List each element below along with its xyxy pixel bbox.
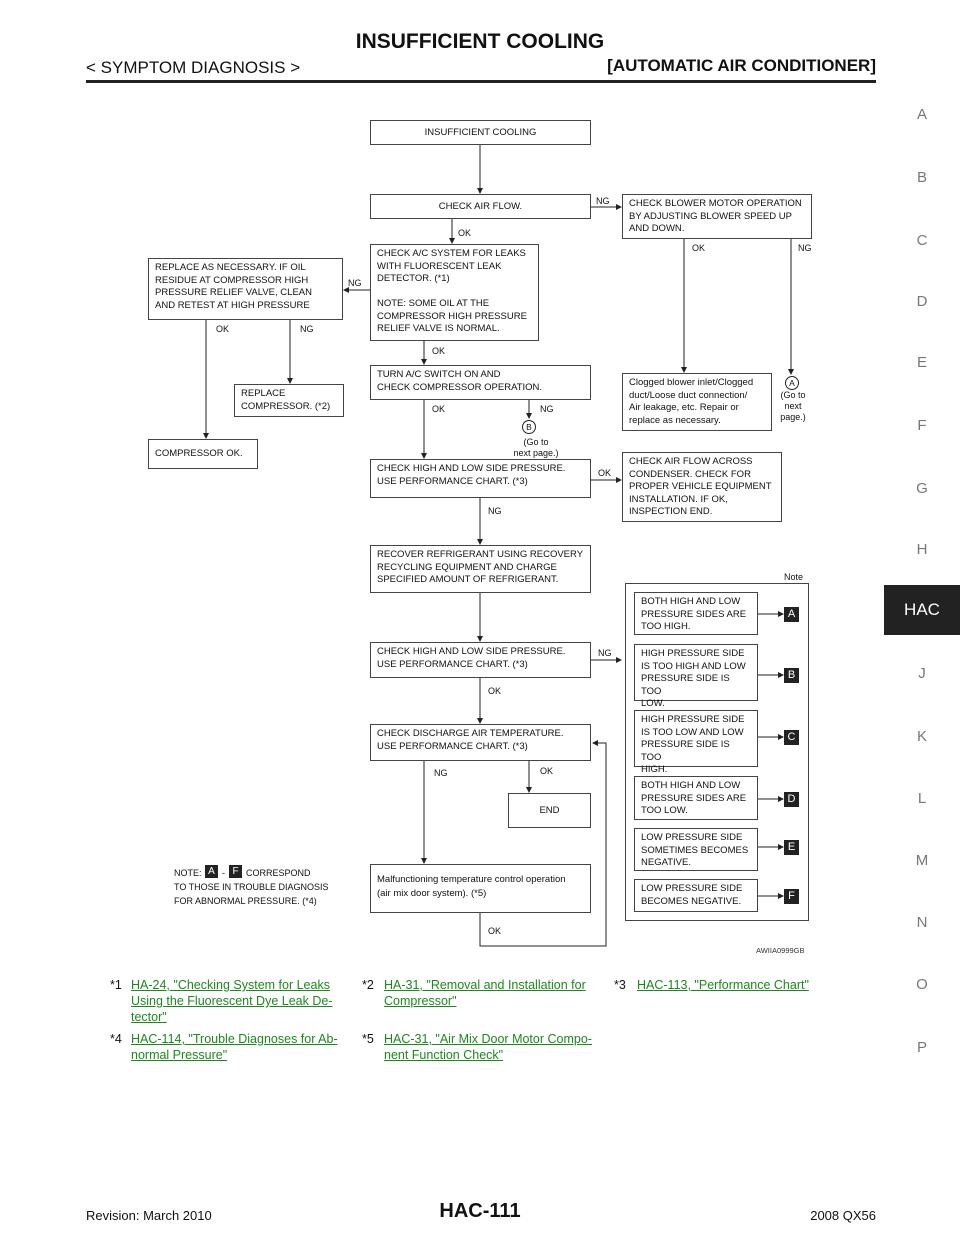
flow-ac-switch: TURN A/C SWITCH ON AND CHECK COMPRESSOR OPERATION.: [370, 365, 591, 400]
ref-num-1: *1: [110, 978, 122, 992]
section-label: < SYMPTOM DIAGNOSIS >: [86, 58, 301, 77]
note-item-c: HIGH PRESSURE SIDE IS TOO LOW AND LOW PRESSURE SIDE IS TOO HIGH.: [634, 710, 758, 767]
label-ok-air-flow: OK: [458, 228, 472, 238]
ref-link-5[interactable]: HAC-31, "Air Mix Door Motor Compo- nent Function Check": [384, 1032, 592, 1062]
ref-num-5: *5: [362, 1032, 374, 1046]
note-item-e: LOW PRESSURE SIDE SOMETIMES BECOMES NEGATIVE.: [634, 828, 758, 871]
footer-page-number: HAC-111: [439, 1200, 521, 1222]
side-index-g[interactable]: G: [916, 480, 928, 497]
note-prefix: NOTE:: [174, 868, 202, 878]
page-title: INSUFFICIENT COOLING: [355, 30, 605, 53]
flow-hl-pressure-2: CHECK HIGH AND LOW SIDE PRESSURE. USE PERFORMANCE CHART. (*3): [370, 642, 591, 678]
marker-a: A: [785, 376, 799, 390]
label-ng-hl-2: NG: [598, 648, 612, 658]
note-tag-c: C: [784, 730, 799, 745]
ref-link-3[interactable]: HAC-113, "Performance Chart": [637, 978, 809, 992]
note-item-d: BOTH HIGH AND LOW PRESSURE SIDES ARE TOO LOW.: [634, 776, 758, 820]
side-index-f[interactable]: F: [917, 417, 927, 434]
label-ng-discharge: NG: [434, 768, 448, 778]
note-item-f: LOW PRESSURE SIDE BECOMES NEGATIVE.: [634, 879, 758, 912]
label-ng-replace: NG: [300, 324, 314, 334]
side-index-e[interactable]: E: [916, 354, 927, 371]
label-ok-discharge: OK: [540, 766, 554, 776]
note-tag-end: F: [229, 865, 242, 878]
note-panel-title: Note: [784, 572, 804, 582]
ref-link-4[interactable]: HAC-114, "Trouble Diagnoses for Ab- normal Pressure": [131, 1032, 338, 1062]
label-ng-air-flow: NG: [596, 196, 610, 206]
note-line-1: CORRESPOND: [246, 868, 311, 878]
note-tag-e: E: [784, 840, 799, 855]
side-index-j[interactable]: J: [918, 665, 926, 682]
label-ng-hl-1: NG: [488, 506, 502, 516]
side-index-a[interactable]: A: [916, 106, 927, 123]
flow-hl-pressure-1: CHECK HIGH AND LOW SIDE PRESSURE. USE PERFORMANCE CHART. (*3): [370, 459, 591, 498]
side-index-b[interactable]: B: [916, 169, 927, 186]
label-ng-leaks: NG: [348, 278, 362, 288]
note-tag-b: B: [784, 668, 799, 683]
flow-replace-compressor: REPLACE COMPRESSOR. (*2): [234, 384, 344, 417]
label-ok-hl-2: OK: [488, 686, 502, 696]
label-ng-blower: NG: [798, 243, 812, 253]
side-index-p[interactable]: P: [916, 1039, 927, 1056]
note-dash: -: [222, 868, 225, 878]
flow-condenser: CHECK AIR FLOW ACROSS CONDENSER. CHECK FOR PROPER VEHICLE EQUIPMENT INSTALLATION. IF OK, INSPECTION END.: [622, 452, 782, 522]
note-tag-f: F: [784, 889, 799, 904]
note-item-a: BOTH HIGH AND LOW PRESSURE SIDES ARE TOO HIGH.: [634, 592, 758, 635]
ref-num-2: *2: [362, 978, 374, 992]
note-line-3: FOR ABNORMAL PRESSURE. (*4): [174, 896, 317, 906]
flow-replace-as-necessary: REPLACE AS NECESSARY. IF OIL RESIDUE AT COMPRESSOR HIGH PRESSURE RELIEF VALVE, CLEAN AND RETEST AT HIGH PRESSURE: [148, 258, 343, 320]
side-index-c[interactable]: C: [916, 232, 928, 249]
label-goto-b: (Go to next page.): [513, 437, 559, 458]
label-ok-leaks: OK: [432, 346, 446, 356]
label-goto-a: (Go to next page.): [780, 390, 806, 422]
side-index-o[interactable]: O: [916, 976, 928, 993]
footer-model: 2008 QX56: [810, 1208, 876, 1223]
side-index-l[interactable]: L: [917, 790, 927, 807]
flow-blower-check: CHECK BLOWER MOTOR OPERATION BY ADJUSTING BLOWER SPEED UP AND DOWN.: [622, 194, 812, 239]
side-index-n[interactable]: N: [916, 914, 928, 931]
label-ok-blower: OK: [692, 243, 706, 253]
note-tag-start: A: [205, 865, 218, 878]
flow-start-box: INSUFFICIENT COOLING: [370, 120, 591, 145]
marker-b: B: [522, 420, 536, 434]
system-label: [AUTOMATIC AIR CONDITIONER]: [607, 56, 876, 75]
ref-link-1[interactable]: HA-24, "Checking System for Leaks Using the Fluorescent Dye Leak De- tector": [131, 978, 333, 1024]
flow-clogged: Clogged blower inlet/Clogged duct/Loose duct connection/ Air leakage, etc. Repair or replace as necessary.: [622, 373, 772, 431]
side-index-k[interactable]: K: [916, 728, 927, 745]
note-item-b: HIGH PRESSURE SIDE IS TOO HIGH AND LOW PRESSURE SIDE IS TOO LOW.: [634, 644, 758, 701]
footer-revision: Revision: March 2010: [86, 1208, 212, 1223]
flow-leak-check: CHECK A/C SYSTEM FOR LEAKS WITH FLUORESCENT LEAK DETECTOR. (*1) NOTE: SOME OIL AT THE COMPRESSOR HIGH PRESSURE RELIEF VALVE IS NORMAL.: [370, 244, 539, 341]
note-tag-a: A: [784, 607, 799, 622]
flow-discharge-temp: CHECK DISCHARGE AIR TEMPERATURE. USE PERFORMANCE CHART. (*3): [370, 724, 591, 761]
flow-compressor-ok: COMPRESSOR OK.: [148, 439, 258, 469]
figure-id: AWIIA0999GB: [756, 946, 805, 955]
flow-check-air-flow: CHECK AIR FLOW.: [370, 194, 591, 219]
label-ok-switch: OK: [432, 404, 446, 414]
note-line-2: TO THOSE IN TROUBLE DIAGNOSIS: [174, 882, 329, 892]
note-tag-d: D: [784, 792, 799, 807]
ref-num-3: *3: [614, 978, 626, 992]
label-ok-malfunction: OK: [488, 926, 502, 936]
label-ok-replace: OK: [216, 324, 230, 334]
flow-end: END: [508, 793, 591, 828]
flow-malfunction: Malfunctioning temperature control operation (air mix door system). (*5): [370, 864, 591, 913]
ref-num-4: *4: [110, 1032, 122, 1046]
side-index-m[interactable]: M: [915, 852, 929, 869]
side-index-hac[interactable]: HAC: [884, 585, 960, 635]
side-index-d[interactable]: D: [916, 293, 928, 310]
ref-link-2[interactable]: HA-31, "Removal and Installation for Compressor": [384, 978, 586, 1008]
label-ng-switch: NG: [540, 404, 554, 414]
side-index-h[interactable]: H: [916, 541, 928, 558]
label-ok-hl-1: OK: [598, 468, 612, 478]
flow-recover-refrigerant: RECOVER REFRIGERANT USING RECOVERY RECYCLING EQUIPMENT AND CHARGE SPECIFIED AMOUNT OF REFRIGERANT.: [370, 545, 591, 593]
